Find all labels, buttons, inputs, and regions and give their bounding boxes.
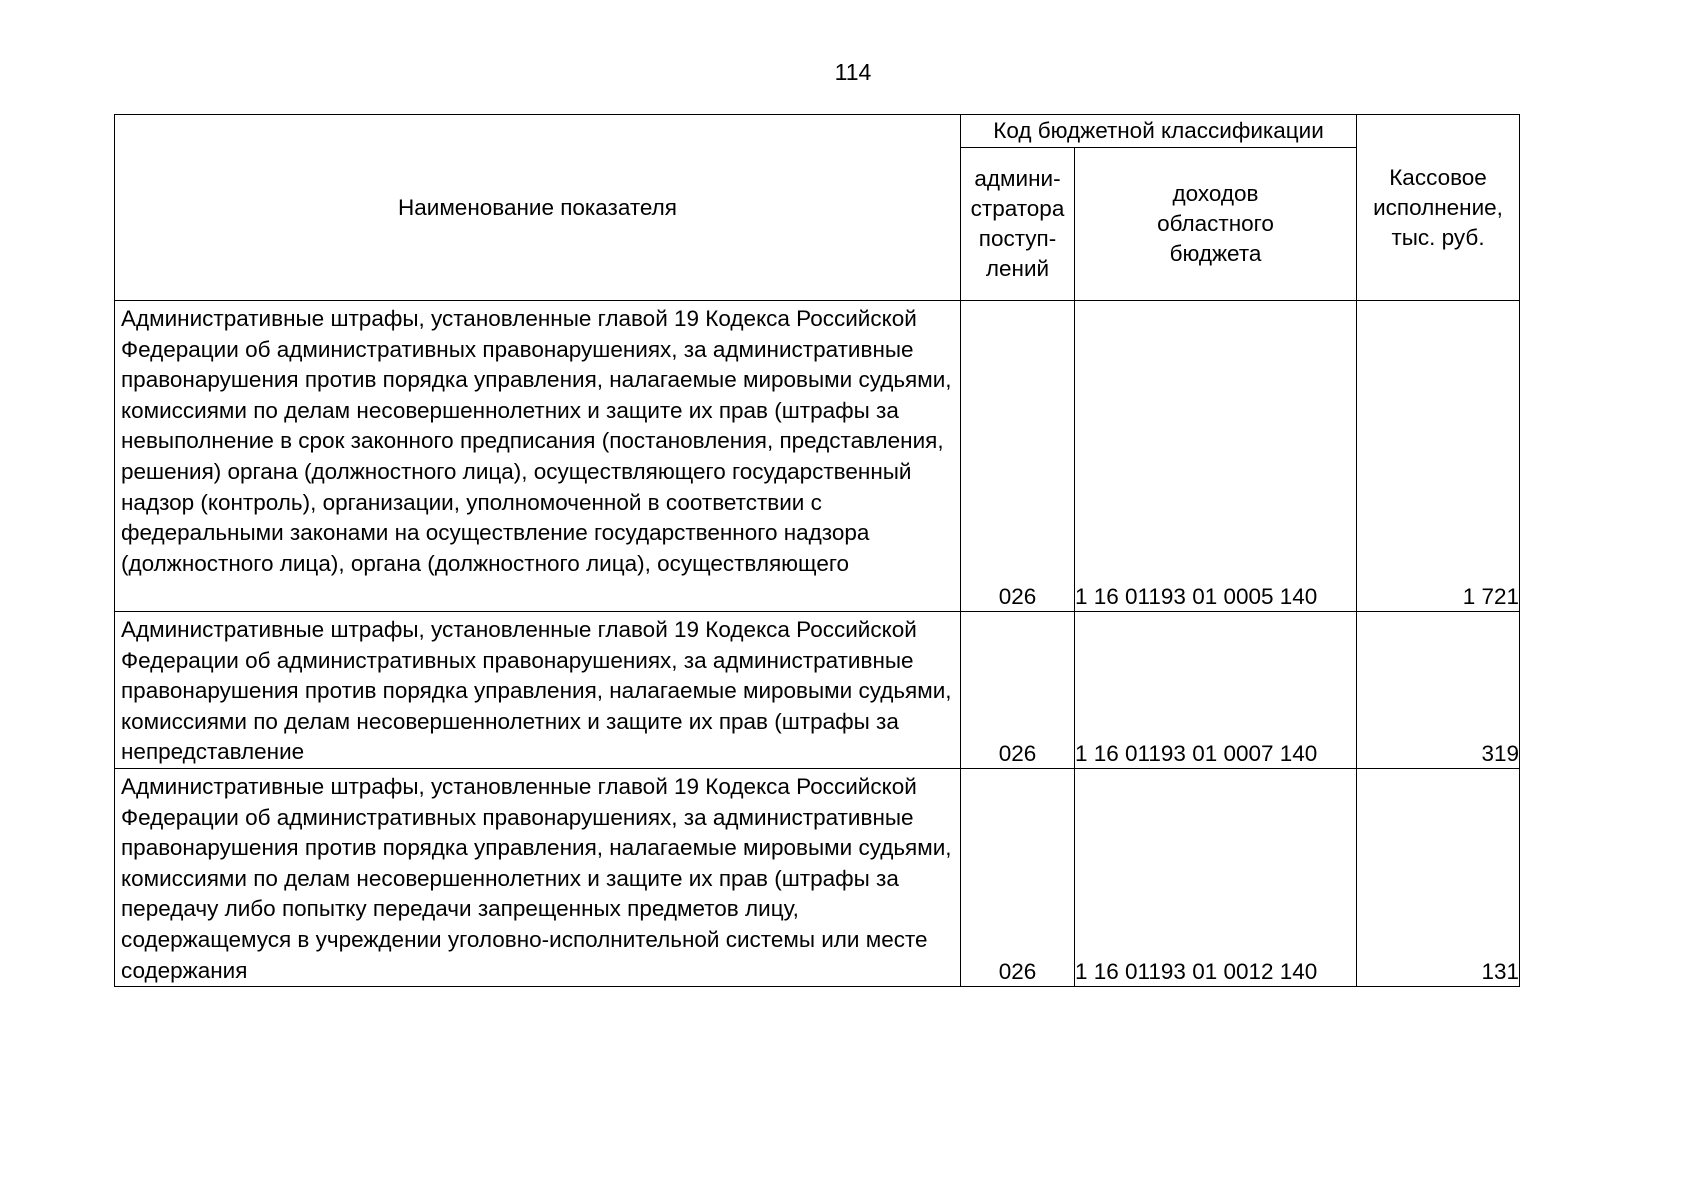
header-revenue-administrator-label: админи- стратора поступ- лений <box>970 166 1065 281</box>
revenue-code-cell: 1 16 01193 01 0005 140 <box>1075 301 1357 612</box>
indicator-name-cell <box>115 612 961 769</box>
administrator-code-cell: 026 <box>961 612 1075 769</box>
administrator-code-cell: 026 <box>961 768 1075 986</box>
header-regional-budget-revenue <box>1075 148 1357 301</box>
indicator-name-cell <box>115 768 961 986</box>
table-row <box>115 301 1520 612</box>
administrator-code-cell: 026 <box>961 301 1075 612</box>
table-row <box>115 612 1520 769</box>
indicator-name-text: Административные штрафы, установленные главой 19 Кодекса Российской Федерации об административных правонарушениях, за административные правонарушения против порядка управления, налагаемые мировыми судьями, комиссиями по делам несовершеннолетних и защите их прав (штрафы за непредставление <box>121 617 952 765</box>
cash-execution-cell: 319 <box>1357 612 1520 769</box>
header-cash-execution-label: Кассовое исполнение, тыс. руб. <box>1373 164 1503 250</box>
indicator-name-cell <box>115 301 961 612</box>
header-budget-classification-code: Код бюджетной классификации <box>961 115 1357 148</box>
budget-revenue-table <box>114 114 1520 987</box>
header-regional-budget-revenue-label: доходов областного бюджета <box>1157 181 1274 266</box>
revenue-code-cell: 1 16 01193 01 0007 140 <box>1075 612 1357 769</box>
revenue-code-cell: 1 16 01193 01 0012 140 <box>1075 768 1357 986</box>
indicator-name-text: Административные штрафы, установленные главой 19 Кодекса Российской Федерации об административных правонарушениях, за административные правонарушения против порядка управления, налагаемые мировыми судьями, комиссиями по делам несовершеннолетних и защите их прав (штрафы за невыполнение в срок законного предписания (постановления, представления, решения) органа (должностного лица), осуществляющего государственный надзор (контроль), организации, уполномоченной в соответствии с федеральными законами на осуществление государственного надзора (должностного лица), органа (должностного лица), осуществляющего <box>121 306 952 576</box>
cash-execution-cell: 1 721 <box>1357 301 1520 612</box>
indicator-name-text: Административные штрафы, установленные главой 19 Кодекса Российской Федерации об административных правонарушениях, за административные правонарушения против порядка управления, налагаемые мировыми судьями, комиссиями по делам несовершеннолетних и защите их прав (штрафы за передачу либо попытку передачи запрещенных предметов лицу, содержащемуся в учреждении уголовно-исполнительной системы или месте содержания <box>121 773 952 983</box>
table-row <box>115 768 1520 986</box>
cash-execution-cell: 131 <box>1357 768 1520 986</box>
header-cash-execution <box>1357 115 1520 301</box>
header-revenue-administrator <box>961 148 1075 301</box>
page-number: 114 <box>834 59 872 85</box>
header-indicator-name: Наименование показателя <box>115 115 961 301</box>
